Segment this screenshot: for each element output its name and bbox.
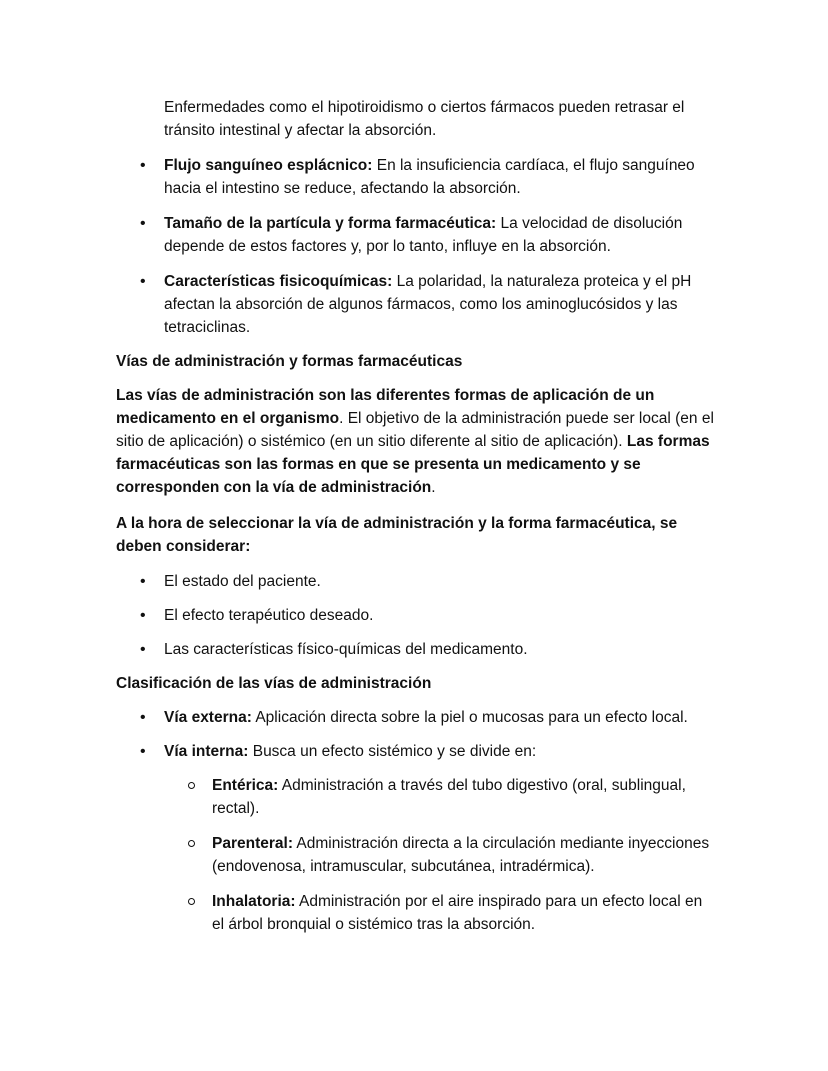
subroute-text: Administración directa a la circulación mediante inyecciones (endovenosa, intramuscular, subcutánea, intradérmica). <box>212 835 710 875</box>
list-item: El estado del paciente. <box>164 573 321 590</box>
bullet-dot: • <box>140 157 146 174</box>
list-item-route <box>164 706 716 729</box>
factor-term: Tamaño de la partícula y forma farmacéutica: <box>164 215 497 232</box>
factor-text: La velocidad de disolución depende de estos factores y, por lo tanto, influye en la absorción. <box>164 215 683 255</box>
subroute-term: Parenteral: <box>212 835 293 852</box>
bold-definition: Las formas farmacéuticas son las formas en que se presenta un medicamento y se corresponden con la vía de administración <box>116 433 710 496</box>
bullet-dot: • <box>140 573 146 590</box>
route-term: Vía externa: <box>164 709 252 726</box>
bullet-dot: • <box>140 273 146 290</box>
paragraph-definitions <box>116 384 716 499</box>
section-heading-classification: Clasificación de las vías de administración <box>116 675 432 692</box>
list-item: Las características físico-químicas del medicamento. <box>164 641 528 658</box>
list-item-subroute <box>212 832 716 878</box>
section-heading-routes-forms: Vías de administración y formas farmacéuticas <box>116 353 463 370</box>
subroute-term: Inhalatoria: <box>212 893 296 910</box>
circle-bullet <box>188 898 195 905</box>
factor-term: Flujo sanguíneo esplácnico: <box>164 157 373 174</box>
paragraph-text: . <box>431 479 436 496</box>
factor-term: Características fisicoquímicas: <box>164 273 393 290</box>
bullet-dot: • <box>140 215 146 232</box>
intro-continuation: Enfermedades como el hipotiroidismo o ciertos fármacos pueden retrasar el tránsito intestinal y afectar la absorción. <box>164 99 685 139</box>
subroute-text: Administración por el aire inspirado para un efecto local en el árbol bronquial o sistémico tras la absorción. <box>212 893 703 933</box>
subroute-text: Administración a través del tubo digestivo (oral, sublingual, rectal). <box>212 777 686 817</box>
bullet-dot: • <box>140 641 146 658</box>
circle-bullet <box>188 782 195 789</box>
route-term: Vía interna: <box>164 743 249 760</box>
route-text: Aplicación directa sobre la piel o mucosas para un efecto local. <box>251 709 688 726</box>
bullet-dot: • <box>140 607 146 624</box>
paragraph-text: . El objetivo de la administración puede ser local (en el sitio de aplicación) o sistémico (en un sitio diferente al sitio de aplicación). <box>116 410 714 450</box>
bold-definition: Las vías de administración son las diferentes formas de aplicación de un medicamento en el organismo <box>116 387 655 427</box>
list-item-factor <box>164 212 716 258</box>
bullet-dot: • <box>140 709 146 726</box>
circle-bullet <box>188 840 195 847</box>
list-item-subroute <box>212 890 716 936</box>
subroute-term: Entérica: <box>212 777 279 794</box>
bullet-dot: • <box>140 743 146 760</box>
list-item-factor <box>164 270 716 339</box>
list-item-factor <box>164 154 716 200</box>
list-item: El efecto terapéutico deseado. <box>164 607 374 624</box>
factor-text: La polaridad, la naturaleza proteica y el pH afectan la absorción de algunos fármacos, como los aminoglucósidos y las tetraciclinas. <box>164 273 692 336</box>
paragraph-considerations: A la hora de seleccionar la vía de administración y la forma farmacéutica, se deben considerar: <box>116 515 678 555</box>
route-text: Busca un efecto sistémico y se divide en: <box>248 743 537 760</box>
list-item-subroute <box>212 774 716 820</box>
factor-text: En la insuficiencia cardíaca, el flujo sanguíneo hacia el intestino se reduce, afectando la absorción. <box>164 157 695 197</box>
list-item-route <box>164 740 716 763</box>
